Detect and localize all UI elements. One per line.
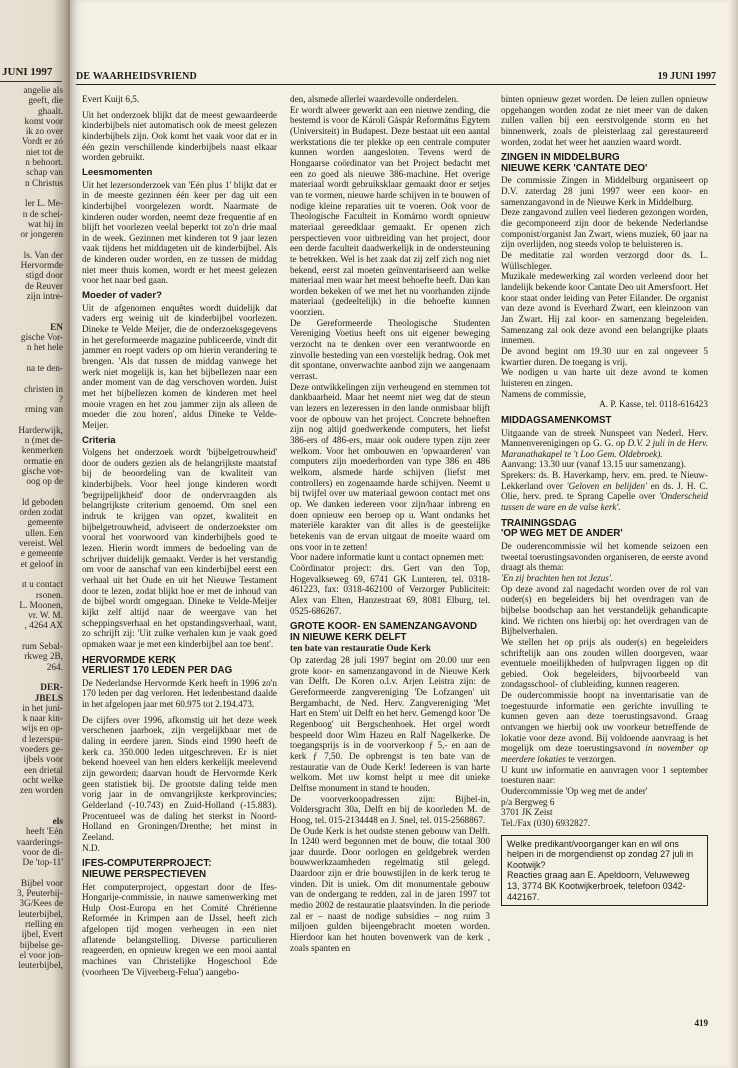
article-headline-ifes: IFES-COMPUTERPROJECT: NIEUWE PERSPECTIEVEN <box>82 858 212 880</box>
adjacent-page-line: De 'top-11' <box>22 858 63 869</box>
paragraph: binten opnieuw gezet worden. De leien zullen opnieuw opgehangen worden zodat ze niet meer van de daken zullen vallen bij een eerstvolgende storm en het binnenwerk, zoals de pleisterlaag zal gerestaureerd worden, zodat het weer het aanzien waard wordt. <box>501 94 708 147</box>
paragraph: Voor nadere informatie kunt u contact opnemen met: <box>290 552 484 563</box>
adjacent-page-line: rtelling en <box>25 920 63 931</box>
paragraph: Namens de commissie, <box>501 388 586 399</box>
address-line: Tel./Fax (030) 6932827. <box>501 818 591 828</box>
text-run: De oudercommissie hoopt na inventarisatie van de toegestuurde informatie een gerichte invulling te kunnen geven aan deze toerustingsavond. Graag ontvangen we hierbij ook uw voorkeur betreffende de lokatie voor deze avond. Bij voldoende aanvraag is het mogelijk om deze toerustingsavond <box>501 690 708 754</box>
paragraph: Uit het onderzoek blijkt dat de meest gewaardeerde kinderbijbels niet automatisch ook de meest gelezen kinderbijbels zijn. Ook komt het vaak voor dat er in één gezin verschillende kinderbijbels naast elkaar worden gebruikt. <box>82 109 277 163</box>
adjacent-page-line: els <box>52 817 63 828</box>
source-tag: N.D. <box>82 842 100 853</box>
paragraph <box>501 428 708 460</box>
adjacent-page-line: wat hij in <box>27 219 63 230</box>
adjacent-page-line <box>0 302 63 312</box>
column-1 <box>82 94 277 982</box>
adjacent-page-line <box>0 313 63 323</box>
adjacent-page-line: orden zodat <box>19 508 63 519</box>
article-headline-koor: GROTE KOOR- EN SAMENZANGAVOND IN NIEUWE KERK DELFT <box>290 621 478 643</box>
adjacent-page-line: n (met de- <box>24 436 63 447</box>
address-line: p/a Bergweg 6 <box>501 796 555 807</box>
adjacent-page-line: ? <box>58 394 63 405</box>
adjacent-page-line: k naar kin- <box>22 714 63 725</box>
column-2 <box>290 94 490 958</box>
adjacent-page-line: rming van <box>25 405 63 416</box>
adjacent-page-line: rum Sebal- <box>21 642 63 653</box>
adjacent-page-line: , 4264 AX <box>24 621 63 632</box>
adjacent-page-line: na te den- <box>26 364 63 375</box>
adjacent-page-line: n Christus <box>25 178 63 189</box>
newspaper-page <box>70 0 738 1068</box>
adjacent-page-line <box>0 673 63 683</box>
paragraph: Op deze avond zal nagedacht worden over de rol van ouder(s) en begeleiders bij het overdragen van de bijbelse boodschap aan het verstandelijk gehandicapte kind. We richten ons hierbij op: het overdragen van de Bijbelverhalen. <box>501 583 708 637</box>
adjacent-page-line: el voor jon- <box>19 950 63 961</box>
adjacent-page-line: et geloof in <box>20 559 63 570</box>
article-headline-hervormde-kerk: HERVORMDE KERK VERLIEST 170 LEDEN PER DAG <box>82 654 233 677</box>
section-heading-leesmomenten: Leesmomenten <box>82 166 153 178</box>
paragraph: De Gereformeerde Theologische Studenten Vereniging Voetius heeft ons uit eigener beweging verzocht na te denken over een verantwoorde en zinvolle besteding van een vorstelijk bedrag. Ook met dit spontane, onverwachte aanbod zijn we aangenaam verrast. <box>290 317 490 382</box>
adjacent-page-line: Bijbel voor <box>20 878 63 889</box>
adjacent-page-line <box>0 807 63 817</box>
paragraph: Coördinator project: drs. Gert van den Top, Hogevalkseweg 69, 6741 GK Lunteren, tel. 0318-461223, fax: 0318-462100 of Verzorger Publiciteit: Alex van Elten, Hanzestraat 69, 8081 Elburg, tel. 0525-686267. <box>290 562 490 616</box>
notice-box <box>501 835 708 907</box>
adjacent-page-line: ls. Van der <box>23 250 63 261</box>
adjacent-page-line: stigd door <box>25 271 63 282</box>
adjacent-page-line: vaarderings- <box>16 837 63 848</box>
text-run-italic: D.V. 2 juli in de Herv. Maranathakapel te 't Loo Gem. Oldebroek). <box>501 438 708 459</box>
adjacent-page-line: ld geboden <box>21 497 63 508</box>
paragraph: We stellen het op prijs als ouder(s) en begeleiders schriftelijk aan ons zouden willen doorgeven, waar eventuele moeilijkheden of hulpvragen liggen op dit gebied. Ook begeleiders, bijvoorbeeld van zondagsschool- of clubleiding, kunnen reageren. <box>501 636 708 690</box>
paragraph: Op zaterdag 28 juli 1997 begint om 20.00 uur een grote koor- en samenzangavond in de Nieuwe Kerk van Delft. De Koren o.l.v. Arjen Leistra zijn: de Gereformeerde zangvereniging 'De Lofzangen' uit Bergambacht, de Ned. Herv. Zangvereniging 'Met Hart en Stem' uit Delft en het herv. Gemengd koor 'De Regenboog' uit Bergschenhoek. Het orgel wordt bespeeld door Wim Hazeu en Ralf Nagelkerke. De toegangsprijs is in de voorverkoop ƒ 5,- en aan de kerk ƒ 7,50. De opbrengst is ten bate van de restauratie van de Oude Kerk! Iedereen is van harte welkom. Met uw komst helpt u mee dit unieke Delftse monument in stand te houden. <box>290 655 490 793</box>
adjacent-page-line <box>0 869 63 879</box>
adjacent-page-line: een drietal <box>24 765 63 776</box>
adjacent-page-line: e gemeente <box>20 549 63 560</box>
signature: A. P. Kasse, tel. 0118-616423 <box>599 399 708 410</box>
adjacent-page-line: oog op de <box>26 477 63 488</box>
article-headline-middagsamenkomst: MIDDAGSAMENKOMST <box>501 414 612 426</box>
article-subheadline: ten bate van restauratie Oude Kerk <box>290 644 432 655</box>
paragraph: Muzikale medewerking zal worden verleend door het landelijk bekende koor Cantate Deo uit Amersfoort. Het koor staat onder leiding van Peter Eilander. De organist van deze avond is Everhard Zwart, een kleinzoon van Jan Zwart. Hij zal koor- en samenzang begeleiden. Samenzang zal ook deze avond een belangrijke plaats innemen. <box>501 271 708 346</box>
adjacent-page-line: d lezerspu- <box>21 734 63 745</box>
article-headline-zingen: ZINGEN IN MIDDELBURG NIEUWE KERK 'CANTATE DEO' <box>501 152 648 174</box>
adjacent-page-line: zen worden <box>19 786 63 797</box>
adjacent-page-line: rsonen. <box>35 590 63 601</box>
adjacent-page-line: kenmerken <box>21 446 63 457</box>
adjacent-page-line: n het hele <box>26 343 63 354</box>
article-headline-trainingsdag: TRAININGSDAG 'OP WEG MET DE ANDER' <box>501 517 623 540</box>
adjacent-page-line: Hervormde <box>20 261 63 272</box>
adjacent-page-line: wijs en op- <box>21 724 63 735</box>
adjacent-page-line: schap van <box>26 168 63 179</box>
paragraph: De Oude Kerk is het oudste stenen gebouw van Delft. In 1240 werd begonnen met de bouw, die totaal 300 jaar duurde. Door oorlogen en geldgebrek werden bouwwerkzaamheden regelmatig stil gelegd. Daardoor zijn er drie bouwstijlen in de kerk terug te vinden. Dit is uniek. Om dit monumentale gebouw van de ondergang te redden, zal in de jaren 1997 tot medio 2002 de restauratie plaatsvinden. In die periode zal er – naast de nodige subsidies – nog ruim 3 miljoen gulden bijeengebracht moeten worden. Hierdoor kan het houten bovenwerk van de kerk , zoals spanten en <box>290 825 490 953</box>
adjacent-page-line: n de schei- <box>22 209 63 220</box>
adjacent-page-line <box>0 488 63 498</box>
adjacent-page-line <box>0 189 63 199</box>
adjacent-page-line: or jongeren <box>20 230 63 241</box>
paragraph: De ouderencommissie wil het komende seizoen een tweetal toerustingsavonden organiseren, de eerste avond draagt als thema: <box>501 540 708 573</box>
adjacent-page-line <box>0 240 63 250</box>
notice-text: Welke predikant/voorganger kan en wil ons helpen in de morgendienst op zondag 27 juli in Kootwijk? <box>507 838 694 870</box>
paragraph: den, alsmede allerlei waardevolle onderdelen. <box>290 94 459 104</box>
paragraph: Deze ontwikkelingen zijn verheugend en stemmen tot dankbaarheid. Maar het neemt niet weg dat de steun van lezers en lezeressen in den lande onmisbaar blijft voor de opbouw van het project. Concrete behoeften zijn nog altijd goedwerkende computers, het liefst 386-ers of 486-ers, maar ook oudere typen zijn zeer welkom. Voor het ombouwen en 'opwaarderen' van computers zijn moederborden van type 386 en 486 welkom, alsmede harde schijven (liefst met controllers) en zogenaamde harde schijven. Neemt u bij twijfel over uw materiaal gewoon contact met ons op. We danken iedereen voor zijn/haar inbreng en doen opnieuw een beroep op u. Want ondanks het materiële karakter van dit alles is de geestelijke betekenis van de ervan uitgaat de moeite waard om ons voor in te zetten! <box>290 381 490 552</box>
adjacent-page-line: voor de di- <box>22 847 63 858</box>
adjacent-page-line: Vordt er zó <box>21 137 63 148</box>
adjacent-page-line: de Reuver <box>25 281 63 292</box>
adjacent-page-line: vr. W. M. <box>28 611 63 622</box>
paragraph: De commissie Zingen in Middelburg organiseert op D.V. zaterdag 28 juni 1997 weer een koor- en samenzangavond in de Nieuwe Kerk in Middelburg. <box>501 175 708 207</box>
adjacent-page-line: L. Moonen, <box>19 600 63 611</box>
adjacent-page-line: n behoort. <box>25 158 63 169</box>
adjacent-page-text <box>0 86 63 972</box>
adjacent-page-line: ler L. Me- <box>25 199 63 210</box>
paragraph: Er wordt alweer gewerkt aan een nieuwe zending, die bestemd is voor de Károli Gáspár Református Egytem (Universiteit) in Budapest. Deze bestaat uit een aantal werkstations die ter plekke op een centrale computer kunnen worden aangesloten. Tevens werd de Hongaarse coördinator van het Project bedacht met een zo goed als nieuwe 386-machine. Het overige materiaal wordt gebruiksklaar gemaakt door er setjes van te vormen, nieuwe harde schijven in te bouwen of nodige kleine reparaties uit te voeren. Ook voor de Theologische Faculteit in Komárno wordt opnieuw materiaal gereedklaar gemaakt. Er openen zich perspectieven voor uitbreiding van het project, door een derde faculteit daadwerkelijk in de ondersteuning te betrekken. Wel is het zaak dat zij zelf zich nog niet bekend, eerst zal moeten geïnventariseerd aan welke materiaal men waar het meest behoefte heeft. Dan kan worden bekeken of we met het nu voorhanden zijnde materiaal (gedeeltelijk) in die behoefte kunnen voorzien. <box>290 104 490 318</box>
adjacent-page-line: ijbel, Evert <box>21 930 63 941</box>
adjacent-page-line: vereist. Wel <box>18 539 63 550</box>
paragraph: U kunt uw informatie en aanvragen voor 1 september toesturen naar: <box>501 764 708 786</box>
paragraph: De meditatie zal worden verzorgd door ds. L. Wüllschleger. <box>501 250 708 271</box>
adjacent-page-line: gische Vor- <box>20 333 63 344</box>
publication-title: DE WAARHEIDSVRIEND <box>76 71 197 82</box>
paragraph: Aanvang: 13.30 uur (vanaf 13.15 uur samenzang). <box>501 459 686 470</box>
paragraph: Deze zangavond zullen veel liederen gezongen worden, die gecomponeerd zijn door de bekende Nederlandse componist/organist Jan Zwart, wiens muziek, 60 jaar na zijn overlijden, nog steeds volop te beluisteren is. <box>501 207 708 250</box>
text-run-italic: 'En zij brachten hen tot Jezus'. <box>501 572 614 583</box>
paragraph: We nodigen u van harte uit deze avond te komen luisteren en zingen. <box>501 367 708 388</box>
adjacent-page-line: ocht welke <box>22 775 63 786</box>
adjacent-page-line: ghaalt. <box>37 106 63 117</box>
adjacent-page-line <box>0 354 63 364</box>
adjacent-page-line: ijbels voor <box>23 755 63 766</box>
section-heading-moeder-of-vader: Moeder of vader? <box>82 290 162 302</box>
paragraph: Uit de afgenomen enquêtes wordt duidelijk dat vaders erg weinig uit de kinderbijbel voorlezen. Dineke te Velde Meijer, die de onderzoeksgegevens in het gereformeerde magazine publiceerde, vindt dit jammer en roept vaders op om hierin verandering te brengen. 'Als dat tussen de middag vanwege het werk niet mogelijk is, kan het bijbellezen naar een ander moment van de dag verschoven worden. Juist met het bijbellezen komen de kinderen met heel mooie vragen en het zou jammer zijn als alleen de moeder die zou horen', aldus Dineke te Velde-Meijer. <box>82 302 277 430</box>
adjacent-page-line: ormatie en <box>23 456 63 467</box>
adjacent-page-line: niet tot de <box>25 147 63 158</box>
paragraph: Volgens het onderzoek wordt 'bijbelgetrouwheid' door de ouders gezien als de belangrijkste maatstaf bij de beoordeling van de kwaliteit van kinderbijbels. Voor heel jonge kinderen wordt 'begrijpelijkheid' door de ondervraagden als belangrijkste criterium genoemd. Om snel een indruk te krijgen van opzet, kwaliteit en bijbelgetrouwheid, adviseert de onderzoekster om vooral het voorwoord van kinderbijbels goed te lezen. Hierin wordt immers de bedoeling van de schrijver duidelijk gemaakt. Verder is het verstandig om voor de aanschaf van een kinderbijbel eerst een verhaal uit het Oude en uit het Nieuwe Testament door te lezen, zodat blijkt hoe er met de inhoud van de bijbel wordt omgegaan. Dineke te Velde-Meijer kijkt zelf altijd naar de weergave van het scheppingsverhaal en het opstandingsverhaal, want, zo schrijft zij: 'Uit zulke verhalen kun je vaak goed opmaken waar je met een kinderbijbel aan toe bent'. <box>82 447 277 649</box>
adjacent-page-line: christen in <box>24 384 63 395</box>
section-heading-criteria: Criteria <box>82 434 116 446</box>
text-run: Uitgaande van de streek Nunspeet van Nederl. Herv. Mannenverenigingen op G. G. op <box>501 427 708 449</box>
adjacent-page-line: voeders ge- <box>19 745 63 755</box>
paragraph: Het computerproject, opgestart door de Ifes-Hongarije-commissie, in nauwe samenwerking met Hulp Oost-Europa en het Comité Chrétienne Reformée in Krimpen aan de IJssel, heeft zich afgelopen tijd mogen verheugen in een niet aflatende belangstelling. Diverse particulieren reageerden, en opnieuw kregen we een mooi aantal machines van Christelijke Hogeschool Ede (voorheen 'De Vijverberg-Felua') aangebo- <box>82 881 277 977</box>
adjacent-page-header: JUNI 1997 <box>2 66 53 78</box>
column-3 <box>501 94 708 906</box>
adjacent-page-line: heeft 'Eén <box>25 827 63 838</box>
paragraph-italic <box>501 573 708 584</box>
adjacent-page-line <box>0 374 63 384</box>
adjacent-page-line: geeft, die <box>28 96 63 107</box>
adjacent-page-line: zijn intre- <box>26 291 63 302</box>
adjacent-page-line: rkweg 2B, <box>24 652 63 663</box>
adjacent-page-line: ıt u contact <box>21 580 63 591</box>
paragraph: De voorverkoopadressen zijn: Bijbel-in, Voldersgracht 30a, Delft en bij de koorleden M. de Hoog, tel. 015-2134448 en J. Snel, tel. 015-2568867. <box>290 793 490 825</box>
paragraph: Uit het lezersonderzoek van 'Eén plus 1' blijkt dat er in de meeste gezinnen één keer per dag uit een kinderbijbel voorgelezen wordt. Naarmate de kinderen ouder worden, neemt deze frequentie af en blijft het voorlezen veelal beperkt tot zo'n drie maal in de week. Gezinnen met kinderen tot 9 jaar lezen vaak tijdens het middageten uit de kinderbijbel. Als de kinderen ouder worden, en ze tussen de middag niet meer thuis komen, wordt er het meest gelezen voor het naar bed gaan. <box>82 179 277 286</box>
adjacent-page-line <box>0 416 63 426</box>
text-run-italic: 'Geloven en belijden' <box>566 480 647 491</box>
text-run: en ds. J. H. C. Olie, herv. pred. te Sprang Capelle over <box>501 480 708 502</box>
paragraph: De Nederlandse Hervormde Kerk heeft in 1996 zo'n 170 leden per dag verloren. Het ledenbestand daalde in het afgelopen jaar met 60.975 tot 2.194.473. <box>82 677 277 710</box>
issue-date: 19 JUNI 1997 <box>657 71 716 82</box>
adjacent-page-line: JBELS <box>34 693 63 704</box>
adjacent-page-line: angelie als <box>23 86 63 96</box>
adjacent-page-line: komt voor <box>24 116 63 127</box>
text-run-italic: in november op meerdere lokaties <box>501 743 708 765</box>
header-rule <box>76 84 716 85</box>
adjacent-page-line: in het juni- <box>22 703 63 714</box>
page-edge-shadow <box>728 0 738 1068</box>
adjacent-page-line: leuterbijbel, <box>18 909 63 920</box>
address-line: Oudercommissie 'Op weg met de ander' <box>501 786 648 797</box>
adjacent-page-line: 3, Peuterbij- <box>17 889 63 900</box>
text-run: Sprekers: ds. B. Haverkamp, herv. em. pred. te Nieuw-Lekkerland over <box>501 470 708 491</box>
page-number: 419 <box>694 1018 708 1028</box>
adjacent-page-line: ik zo over <box>25 127 63 138</box>
adjacent-page-line <box>0 632 63 642</box>
adjacent-page-line <box>0 570 63 580</box>
adjacent-page-line: ullen. Een <box>25 528 63 539</box>
text-run: te verzorgen. <box>565 754 616 765</box>
paragraph <box>501 690 708 765</box>
paragraph: Evert Kuijt 6,5. <box>82 94 140 104</box>
paragraph: De avond begint om 19.30 uur en zal ongeveer 5 kwartier duren. De toegang is vrij. <box>501 345 708 367</box>
notice-text: Reacties graag aan E. Apeldoorn, Veluweweg 13, 3774 BK Kootwijkerbroek, telefoon 0342-442167. <box>507 870 690 902</box>
adjacent-page-rule <box>0 81 62 82</box>
text-run-italic: 'Onderscheid tussen de ware en de valse kerk'. <box>501 491 708 513</box>
adjacent-page-line: 264. <box>46 662 63 673</box>
paragraph: De cijfers over 1996, afkomstig uit het deze week verschenen jaarboek, zijn vergelijkbaar met de daling in eerdere jaren. Sinds eind 1990 heeft de kerk ca. 350.000 leden uitgeschreven. Er is niet bekend hoeveel van hen elders kerkelijk meelevend zijn geworden; daarvan houdt de Hervormde Kerk geen statistiek bij. De grootste daling telde men vorig jaar in de omvangrijkste kerkprovincies; Gelderland (-10.743) en Zuid-Holland (-15.883). Procentueel was de daling het sterkst in Noord-Holland en Groningen/Drenthe; het minst in Zeeland. <box>82 714 277 842</box>
adjacent-page-line: bijbelse ge- <box>19 940 63 951</box>
adjacent-page-line: gemeente <box>27 518 63 529</box>
adjacent-page-line: 3G/Kees de <box>19 899 63 910</box>
adjacent-page-edge <box>0 0 70 1068</box>
paragraph <box>501 470 708 513</box>
adjacent-page-line: leuterbijbel, <box>18 961 63 972</box>
adjacent-page-line: gische vor- <box>21 466 63 477</box>
adjacent-page-line: Harderwijk, <box>18 425 63 436</box>
adjacent-page-line <box>0 796 63 806</box>
adjacent-page-line: EN <box>50 322 63 333</box>
address-line: 3701 JK Zeist <box>501 807 553 818</box>
adjacent-page-line: DER- <box>40 683 63 694</box>
